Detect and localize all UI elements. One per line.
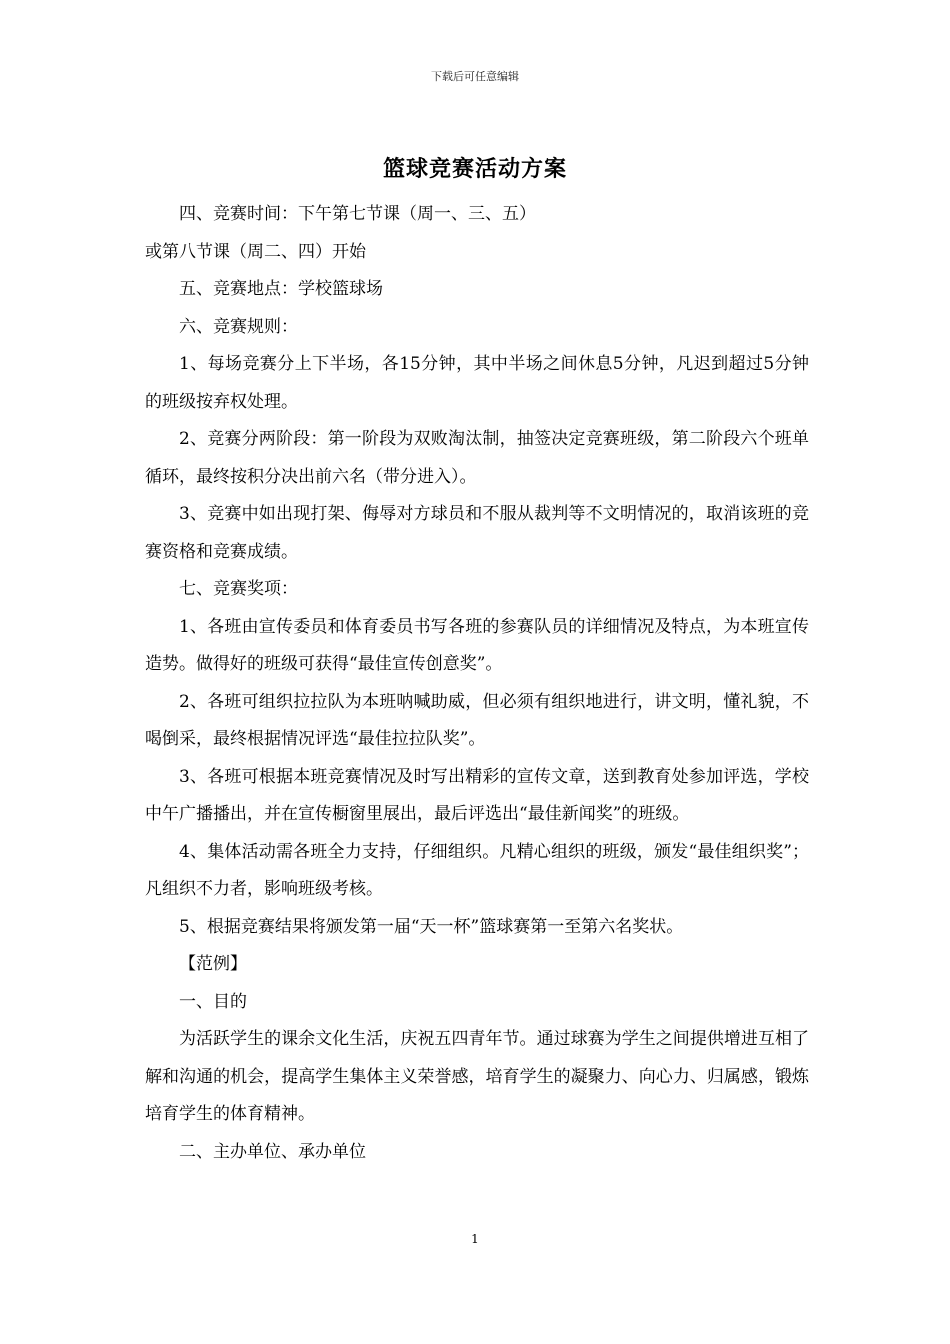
paragraph: 3、各班可根据本班竞赛情况及时写出精彩的宣传文章，送到教育处参加评选，学校中午广播播出，并在宣传橱窗里展出，最后评选出“最佳新闻奖”的班级。 (145, 766, 809, 824)
document-body (145, 196, 809, 1171)
paragraph: 六、竞赛规则： (179, 316, 298, 337)
paragraph: 1、各班由宣传委员和体育委员书写各班的参赛队员的详细情况及特点，为本班宣传造势。做得好的班级可获得“最佳宣传创意奖”。 (145, 616, 809, 674)
paragraph: 二、主办单位、承办单位 (179, 1141, 366, 1162)
paragraph: 【范例】 (179, 954, 247, 974)
paragraph: 4、集体活动需各班全力支持，仔细组织。凡精心组织的班级，颁发“最佳组织奖”；凡组织不力者，影响班级考核。 (145, 841, 809, 899)
paragraph: 五、竞赛地点：学校篮球场 (179, 279, 383, 299)
paragraph: 1、每场竞赛分上下半场，各15分钟，其中半场之间休息5分钟，凡迟到超过5分钟的班级按弃权处理。 (145, 354, 809, 412)
document-title: 篮球竞赛活动方案 (382, 156, 567, 182)
header-note: 下载后可任意编辑 (431, 70, 519, 83)
paragraph: 3、竞赛中如出现打架、侮辱对方球员和不服从裁判等不文明情况的，取消该班的竞赛资格和竞赛成绩。 (145, 504, 809, 562)
paragraph: 一、目的 (179, 991, 247, 1012)
page-number: 1 (471, 1232, 479, 1246)
paragraph: 2、竞赛分两阶段：第一阶段为双败淘汰制，抽签决定竞赛班级，第二阶段六个班单循环，最终按积分决出前六名（带分进入）。 (145, 429, 809, 487)
paragraph: 为活跃学生的课余文化生活，庆祝五四青年节。通过球赛为学生之间提供增进互相了解和沟通的机会，提高学生集体主义荣誉感，培育学生的凝聚力、向心力、归属感，锻炼培育学生的体育精神。 (145, 1029, 809, 1124)
paragraph: 七、竞赛奖项： (179, 579, 298, 599)
paragraph: 5、根据竞赛结果将颁发第一届“天一杯”篮球赛第一至第六名奖状。 (179, 916, 684, 937)
paragraph: 2、各班可组织拉拉队为本班呐喊助威，但必须有组织地进行，讲文明，懂礼貌，不喝倒采，最终根据情况评选“最佳拉拉队奖”。 (145, 691, 809, 749)
paragraph: 或第八节课（周二、四）开始 (145, 241, 366, 262)
paragraph: 四、竞赛时间：下午第七节课（周一、三、五） (179, 204, 536, 224)
